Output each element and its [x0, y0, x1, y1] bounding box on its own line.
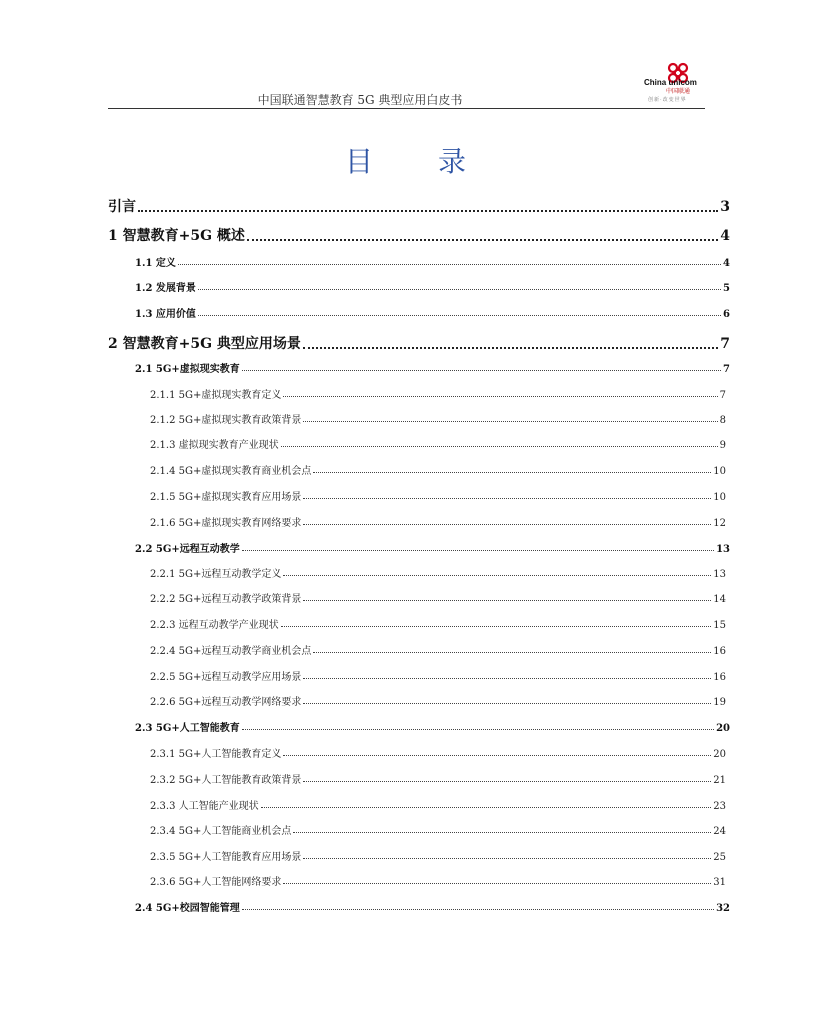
- toc-entry[interactable]: [150, 822, 726, 837]
- toc-entry-page: 32: [716, 903, 730, 914]
- toc-leader-dots: [281, 626, 712, 627]
- toc-leader-dots: [242, 909, 714, 910]
- toc-entry-title: 2.3.4 5G+人工智能商业机会点: [150, 826, 292, 837]
- toc-entry-title: 1.1 定义: [135, 258, 176, 269]
- toc-leader-dots: [247, 239, 718, 241]
- toc-title: 目 录: [345, 145, 494, 178]
- toc-entry-page: 20: [713, 749, 726, 760]
- toc-leader-dots: [283, 755, 711, 756]
- toc-entry[interactable]: [108, 333, 730, 353]
- toc-entry-title: 2.3.1 5G+人工智能教育定义: [150, 749, 282, 760]
- toc-leader-dots: [178, 264, 721, 265]
- toc-entry[interactable]: [150, 386, 726, 401]
- toc-leader-dots: [138, 210, 718, 212]
- toc-entry-page: 10: [713, 492, 726, 503]
- toc-entry[interactable]: [150, 436, 726, 451]
- toc-entry-page: 13: [716, 544, 730, 555]
- toc-entry-title: 2.3 5G+人工智能教育: [135, 723, 240, 734]
- toc-entry[interactable]: [135, 360, 730, 375]
- toc-entry-page: 5: [723, 283, 730, 294]
- toc-entry-title: 2.1 5G+虚拟现实教育: [135, 364, 240, 375]
- toc-entry-title: 2.1.5 5G+虚拟现实教育应用场景: [150, 492, 302, 503]
- toc-entry-page: 13: [713, 569, 726, 580]
- toc-entry-page: 4: [720, 228, 730, 244]
- toc-leader-dots: [281, 446, 718, 447]
- toc-entry-title: 2 智慧教育+5G 典型应用场景: [108, 336, 301, 352]
- toc-entry[interactable]: [150, 668, 726, 683]
- toc-entry-title: 2.3.3 人工智能产业现状: [150, 801, 259, 812]
- toc-entry-title: 2.4 5G+校园智能管理: [135, 903, 240, 914]
- toc-entry-title: 2.1.4 5G+虚拟现实教育商业机会点: [150, 466, 312, 477]
- toc-entry-title: 1.3 应用价值: [135, 309, 196, 320]
- toc-entry-title: 2.1.2 5G+虚拟现实教育政策背景: [150, 415, 302, 426]
- toc-leader-dots: [283, 396, 717, 397]
- toc-leader-dots: [313, 652, 711, 653]
- toc-entry-page: 4: [723, 258, 730, 269]
- toc-entry[interactable]: [150, 462, 726, 477]
- toc-leader-dots: [261, 807, 712, 808]
- toc-entry-page: 9: [719, 440, 726, 451]
- toc-leader-dots: [303, 600, 711, 601]
- toc-leader-dots: [242, 370, 721, 371]
- toc-entry-title: 2.1.6 5G+虚拟现实教育网络要求: [150, 518, 302, 529]
- toc-leader-dots: [313, 472, 711, 473]
- toc-entry[interactable]: [135, 305, 730, 320]
- toc-entry-title: 2.2.1 5G+远程互动教学定义: [150, 569, 282, 580]
- logo-cn-text: 中国联通: [666, 89, 691, 95]
- toc-entry-page: 14: [713, 594, 726, 605]
- toc-entry[interactable]: [135, 279, 730, 294]
- toc-entry[interactable]: [108, 225, 730, 245]
- toc-entry-title: 2.2 5G+远程互动教学: [135, 544, 240, 555]
- toc-entry-title: 2.2.4 5G+远程互动教学商业机会点: [150, 646, 312, 657]
- toc-entry-title: 2.3.2 5G+人工智能教育政策背景: [150, 775, 302, 786]
- toc-leader-dots: [303, 858, 711, 859]
- toc-entry-title: 1 智慧教育+5G 概述: [108, 228, 245, 244]
- toc-entry-title: 2.1.1 5G+虚拟现实教育定义: [150, 390, 282, 401]
- toc-entry[interactable]: [135, 899, 730, 914]
- toc-entry[interactable]: [150, 488, 726, 503]
- toc-leader-dots: [303, 421, 717, 422]
- toc-entry-title: 2.3.5 5G+人工智能教育应用场景: [150, 852, 302, 863]
- toc-entry-title: 2.2.5 5G+远程互动教学应用场景: [150, 672, 302, 683]
- toc-entry-title: 引言: [108, 199, 136, 215]
- toc-entry[interactable]: [150, 565, 726, 580]
- toc-entry-page: 7: [719, 390, 726, 401]
- toc-entry[interactable]: [150, 514, 726, 529]
- toc-entry-page: 23: [713, 801, 726, 812]
- toc-entry-page: 10: [713, 466, 726, 477]
- china-unicom-logo: [638, 62, 708, 106]
- toc-leader-dots: [283, 575, 711, 576]
- toc-entry-page: 24: [713, 826, 726, 837]
- toc-leader-dots: [303, 703, 711, 704]
- toc-entry[interactable]: [150, 745, 726, 760]
- toc-entry-page: 19: [713, 697, 726, 708]
- toc-entry-page: 8: [719, 415, 726, 426]
- header-title: 中国联通智慧教育 5G 典型应用白皮书: [257, 93, 463, 107]
- toc-entry[interactable]: [135, 254, 730, 269]
- toc-entry[interactable]: [135, 719, 730, 734]
- toc-entry[interactable]: [150, 693, 726, 708]
- toc-entry-title: 1.2 发展背景: [135, 283, 196, 294]
- toc-entry-page: 20: [716, 723, 730, 734]
- toc-entry-page: 7: [723, 364, 730, 375]
- toc-entry[interactable]: [150, 797, 726, 812]
- toc-leader-dots: [198, 315, 721, 316]
- toc-entry-page: 25: [713, 852, 726, 863]
- toc-entry-title: 2.2.6 5G+远程互动教学网络要求: [150, 697, 302, 708]
- toc-entry-page: 7: [720, 336, 730, 352]
- toc-entry-page: 3: [720, 199, 730, 215]
- toc-entry-page: 16: [713, 646, 726, 657]
- logo-tagline: 创新·改变世界: [648, 97, 687, 103]
- toc-entry-page: 31: [713, 877, 726, 888]
- toc-entry[interactable]: [150, 616, 726, 631]
- toc-leader-dots: [303, 781, 711, 782]
- toc-leader-dots: [242, 550, 714, 551]
- toc-entry-page: 12: [713, 518, 726, 529]
- toc-entry[interactable]: [150, 771, 726, 786]
- toc-leader-dots: [303, 524, 711, 525]
- toc-leader-dots: [303, 498, 711, 499]
- logo-brand-text: China unicom: [644, 78, 697, 87]
- toc-leader-dots: [293, 832, 711, 833]
- toc-entry-page: 15: [713, 620, 726, 631]
- toc-entry-page: 21: [713, 775, 726, 786]
- toc-leader-dots: [198, 289, 721, 290]
- toc-entry[interactable]: [108, 196, 730, 216]
- toc-entry-page: 16: [713, 672, 726, 683]
- toc-entry-page: 6: [723, 309, 730, 320]
- toc-entry-title: 2.2.3 远程互动教学产业现状: [150, 620, 279, 631]
- header-rule: [108, 108, 705, 109]
- toc-leader-dots: [303, 678, 711, 679]
- toc-entry[interactable]: [150, 590, 726, 605]
- toc-entry-title: 2.3.6 5G+人工智能网络要求: [150, 877, 282, 888]
- toc-entry-title: 2.2.2 5G+远程互动教学政策背景: [150, 594, 302, 605]
- toc-entry[interactable]: [150, 411, 726, 426]
- toc-leader-dots: [303, 347, 718, 349]
- toc-entry[interactable]: [135, 540, 730, 555]
- toc-leader-dots: [242, 729, 714, 730]
- toc-entry[interactable]: [150, 642, 726, 657]
- toc-entry[interactable]: [150, 848, 726, 863]
- toc-leader-dots: [283, 883, 711, 884]
- toc-entry[interactable]: [150, 873, 726, 888]
- toc-entry-title: 2.1.3 虚拟现实教育产业现状: [150, 440, 279, 451]
